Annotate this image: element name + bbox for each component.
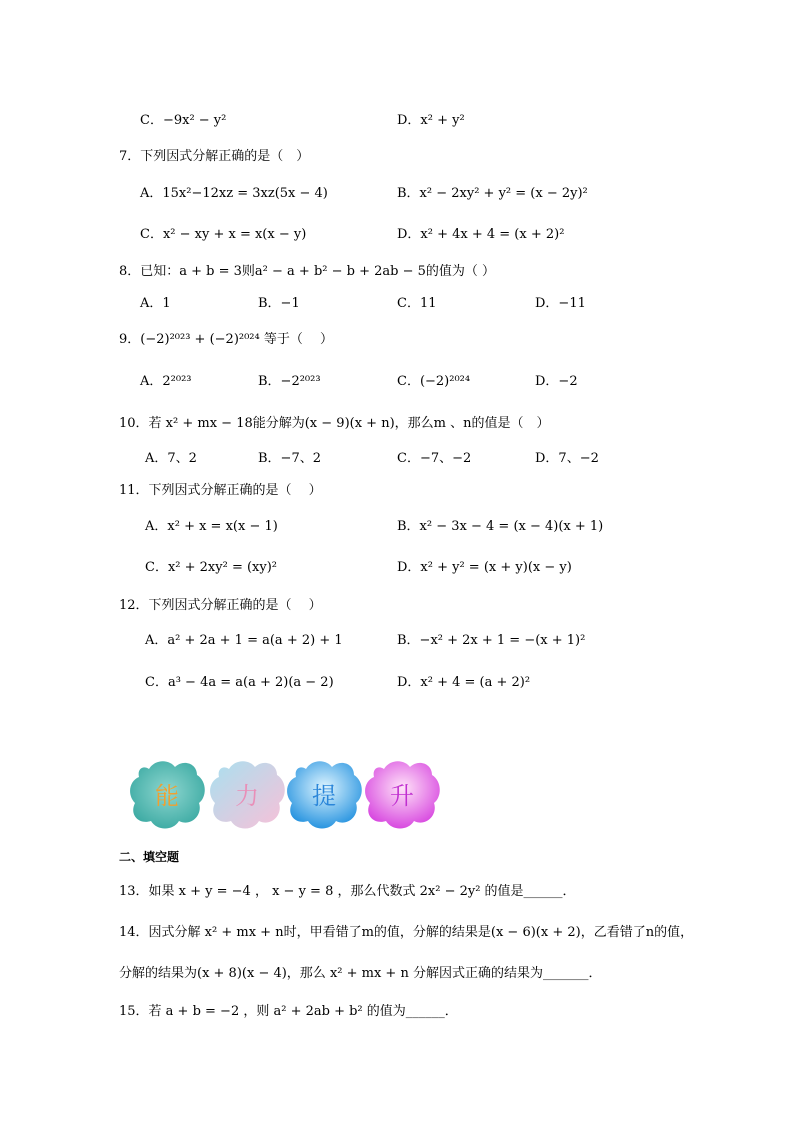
badge-char-1: 能: [155, 781, 179, 810]
q7-option-a: A．15x²−12xz = 3xz(5x − 4): [140, 186, 328, 201]
section-title: 二、填空题: [119, 850, 180, 864]
q12-option-a: A．a² + 2a + 1 = a(a + 2) + 1: [145, 633, 343, 648]
q11-stem: 11．下列因式分解正确的是（ ）: [119, 483, 322, 498]
q8-option-d: D．−11: [535, 296, 586, 311]
q8-option-c: C．11: [397, 296, 437, 311]
q14-line2: 分解的结果为(x + 8)(x − 4)，那么 x² + mx + n 分解因式正确的结果为_______．: [119, 966, 602, 981]
badge-1: [129, 757, 205, 829]
q14-line1: 14．因式分解 x² + mx + n时，甲看错了m的值，分解的结果是(x − 6)(x + 2)，乙看错了n的值，: [119, 925, 694, 940]
q6-option-c: C．−9x² − y²: [140, 113, 227, 128]
q7-option-b: B．x² − 2xy² + y² = (x − 2y)²: [397, 186, 588, 201]
q11-option-c: C．x² + 2xy² = (xy)²: [145, 560, 277, 575]
badge-char-2: 力: [235, 781, 259, 810]
q7-stem: 7．下列因式分解正确的是（ ）: [119, 149, 310, 164]
q9-stem: 9．(−2)²⁰²³ + (−2)²⁰²⁴ 等于（ ）: [119, 332, 333, 347]
q12-option-d: D．x² + 4 = (a + 2)²: [397, 675, 531, 690]
q10-option-c: C．−7、−2: [397, 451, 472, 466]
q7-option-d: D．x² + 4x + 4 = (x + 2)²: [397, 227, 565, 242]
q8-stem: 8．已知：a + b = 3则a² − a + b² − b + 2ab − 5的值为（ ）: [119, 264, 496, 279]
q6-option-d: D．x² + y²: [397, 113, 465, 128]
badge-2: [209, 757, 285, 829]
q12-stem: 12．下列因式分解正确的是（ ）: [119, 598, 322, 613]
q15-text: 15．若 a + b = −2 ，则 a² + 2ab + b² 的值为______．: [119, 1004, 458, 1019]
badge-4: [364, 757, 440, 829]
badge-char-4: 升: [390, 781, 414, 810]
q9-option-b: B．−2²⁰²³: [258, 374, 321, 389]
q9-option-d: D．−2: [535, 374, 578, 389]
q12-option-c: C．a³ − 4a = a(a + 2)(a − 2): [145, 675, 334, 690]
q10-option-b: B．−7、2: [258, 451, 321, 466]
q8-option-a: A．1: [140, 296, 171, 311]
badge-3: [286, 757, 362, 829]
q10-option-a: A．7、2: [145, 451, 197, 466]
q7-option-c: C．x² − xy + x = x(x − y): [140, 227, 307, 242]
q11-option-d: D．x² + y² = (x + y)(x − y): [397, 560, 572, 575]
q13-text: 13．如果 x + y = −4 ， x − y = 8 ，那么代数式 2x² − 2y² 的值是______．: [119, 884, 576, 899]
q11-option-b: B．x² − 3x − 4 = (x − 4)(x + 1): [397, 519, 604, 534]
q8-option-b: B．−1: [258, 296, 300, 311]
badge-char-3: 提: [312, 781, 336, 810]
q12-option-b: B．−x² + 2x + 1 = −(x + 1)²: [397, 633, 586, 648]
q10-option-d: D．7、−2: [535, 451, 599, 466]
q11-option-a: A．x² + x = x(x − 1): [145, 519, 278, 534]
q10-stem: 10．若 x² + mx − 18能分解为(x − 9)(x + n)，那么m 、n的值是（ ）: [119, 416, 550, 431]
q9-option-a: A．2²⁰²³: [140, 374, 192, 389]
q9-option-c: C．(−2)²⁰²⁴: [397, 374, 471, 389]
